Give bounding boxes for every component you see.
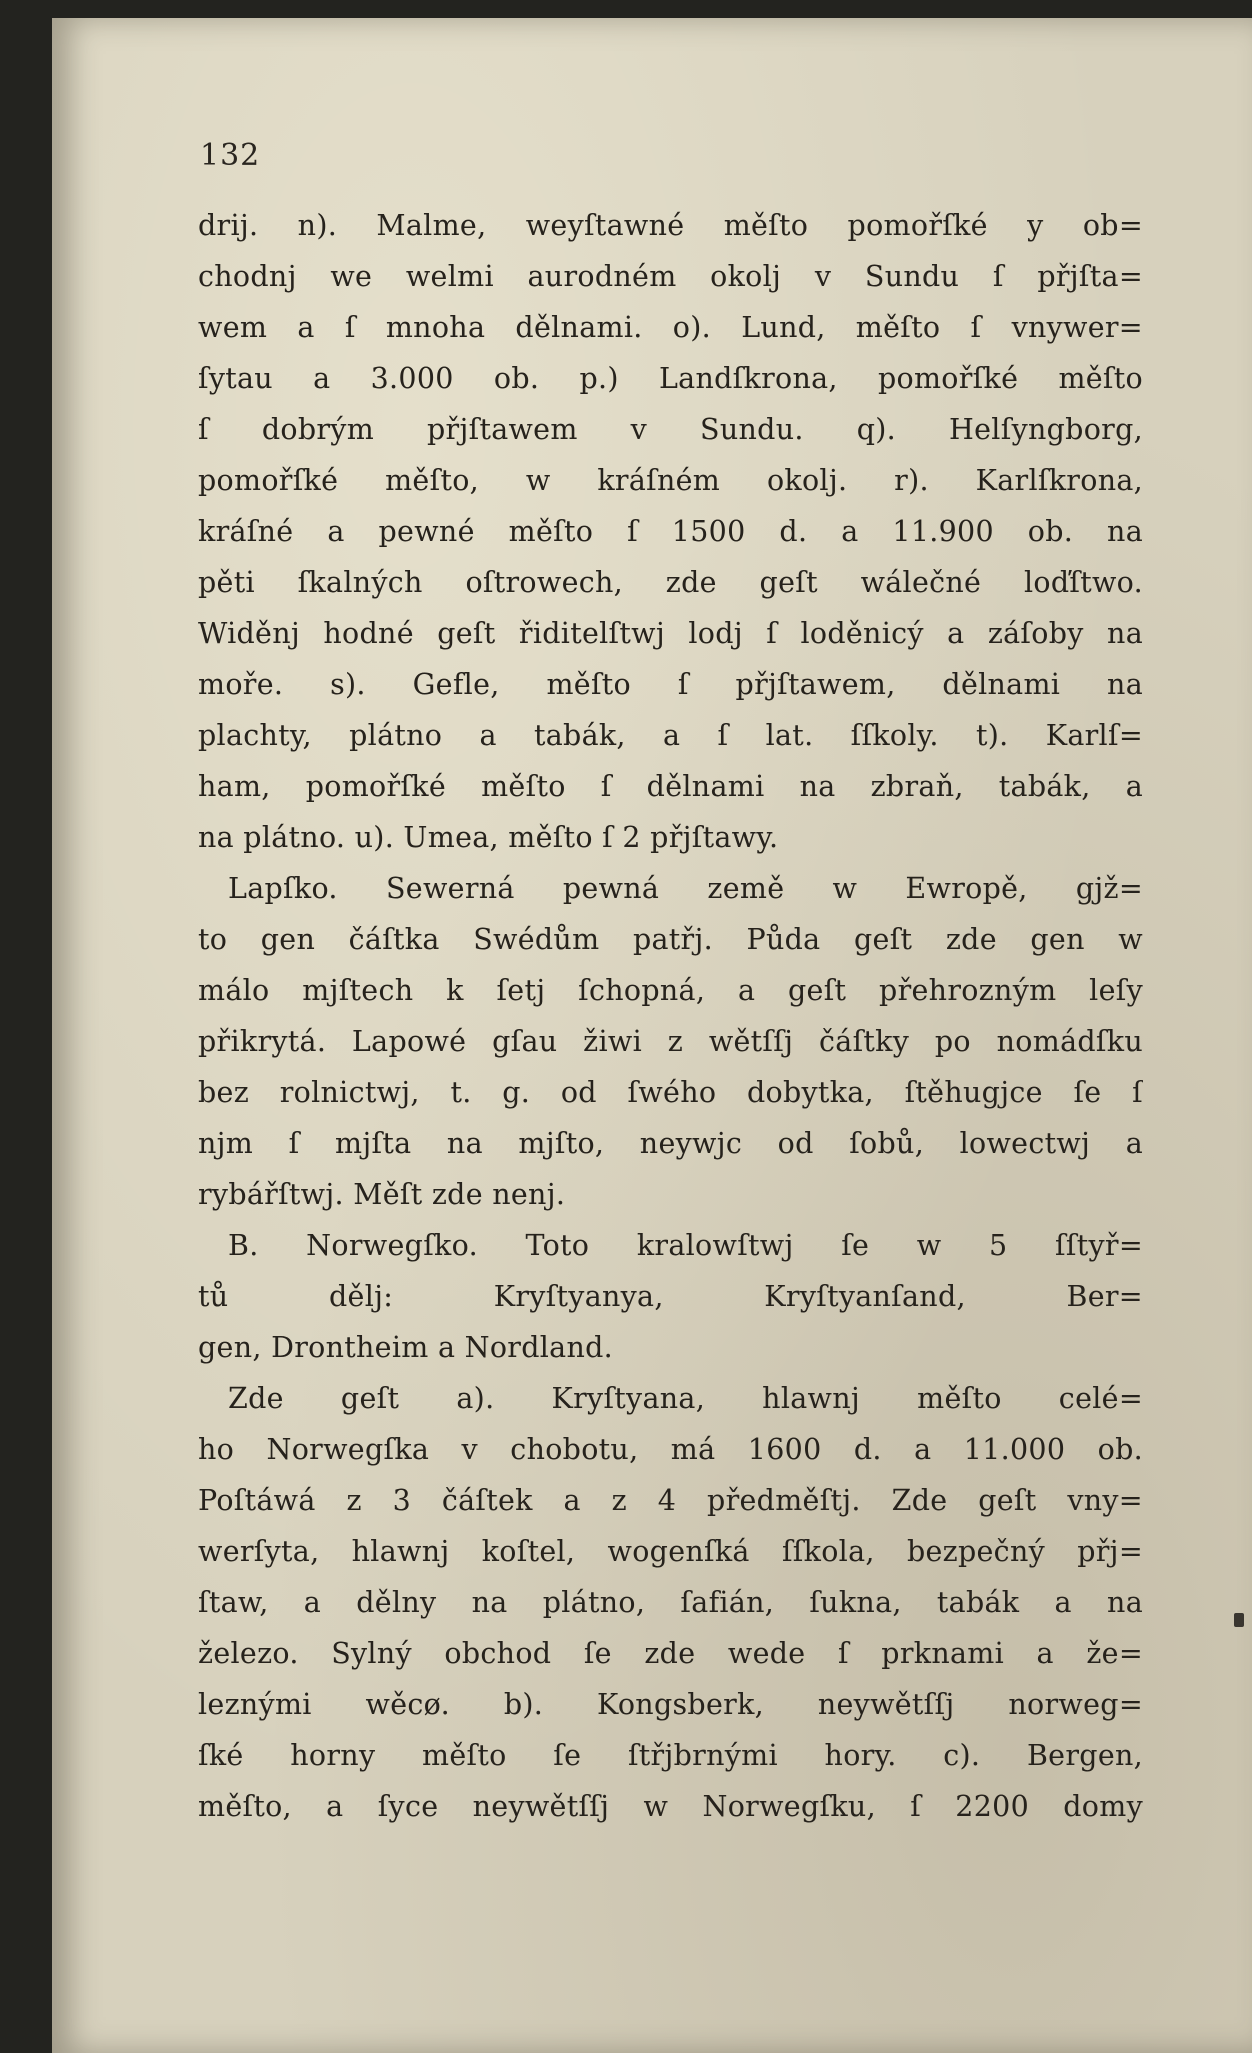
- text-line: ham, pomořſké měſto ſ dělnami na zbraň, tabák, a: [198, 770, 1143, 803]
- text-line: pomořſké měſto, w kráſném okolj. r). Karlſkrona,: [198, 464, 1143, 497]
- text-line: njm ſ mjſta na mjſto, neywjc od ſobů, lowectwj a: [198, 1127, 1143, 1160]
- body-text: [198, 200, 1143, 1832]
- text-line: ſtaw, a dělny na plátno, ſafián, ſukna, tabák a na: [198, 1586, 1143, 1619]
- text-line: plachty, plátno a tabák, a ſ lat. ſſkoly. t). Karlſ=: [198, 719, 1143, 752]
- text-line: měſto, a ſyce neywětſſj w Norwegſku, ſ 2200 domy: [198, 1790, 1143, 1823]
- text-line: málo mjſtech k ſetj ſchopná, a geſt přehrozným leſy: [198, 974, 1143, 1007]
- text-line: Poſtáwá z 3 čáſtek a z 4 předměſtj. Zde geſt vny=: [198, 1484, 1143, 1517]
- text-line: na plátno. u). Umea, měſto ſ 2 přjſtawy.: [198, 821, 779, 854]
- text-line: moře. s). Gefle, měſto ſ přjſtawem, dělnami na: [198, 668, 1143, 701]
- text-line: ho Norwegſka v chobotu, má 1600 d. a 11.000 ob.: [198, 1433, 1143, 1466]
- text-line: ſké horny měſto ſe ſtřjbrnými hory. c). Bergen,: [198, 1739, 1143, 1772]
- text-line: ſytau a 3.000 ob. p.) Landſkrona, pomořſké měſto: [198, 362, 1143, 395]
- text-line: pěti ſkalných oſtrowech, zde geſt wálečné loďſtwo.: [198, 566, 1143, 599]
- text-line: rybářſtwj. Měſt zde nenj.: [198, 1178, 566, 1211]
- text-line: Zde geſt a). Kryſtyana, hlawnj měſto celé=: [228, 1382, 1143, 1415]
- text-line: to gen čáſtka Swédům patřj. Půda geſt zde gen w: [198, 923, 1143, 956]
- text-line: bez rolnictwj, t. g. od ſwého dobytka, ſtěhugjce ſe ſ: [198, 1076, 1143, 1109]
- text-line: Lapſko. Sewerná pewná země w Ewropě, gjž=: [228, 872, 1143, 905]
- text-line: B. Norwegſko. Toto kralowſtwj ſe w 5 ſſtyř=: [228, 1229, 1143, 1262]
- margin-mark: [1234, 1613, 1244, 1627]
- text-line: přikrytá. Lapowé gſau žiwi z wětſſj čáſtky po nomádſku: [198, 1025, 1143, 1058]
- text-line: gen, Drontheim a Nordland.: [198, 1331, 614, 1364]
- text-line: chodnj we welmi aurodném okolj v Sundu ſ přjſta=: [198, 260, 1143, 293]
- text-line: ſ dobrým přjſtawem v Sundu. q). Helſyngborg,: [198, 413, 1143, 446]
- page-number: 132: [200, 138, 261, 173]
- text-line: wem a ſ mnoha dělnami. o). Lund, měſto ſ vnywer=: [198, 311, 1143, 344]
- text-line: Widěnj hodné geſt řiditelſtwj lodj ſ loděnicý a záſoby na: [198, 617, 1143, 650]
- text-line: železo. Sylný obchod ſe zde wede ſ prknami a že=: [198, 1637, 1143, 1670]
- text-line: kráſné a pewné měſto ſ 1500 d. a 11.900 ob. na: [198, 515, 1143, 548]
- text-line: tů dělj: Kryſtyanya, Kryſtyanſand, Ber=: [198, 1280, 1143, 1313]
- text-line: drij. n). Malme, weyſtawné měſto pomořſké y ob=: [198, 209, 1143, 242]
- text-line: leznými wěcø. b). Kongsberk, neywětſſj norweg=: [198, 1688, 1143, 1721]
- text-line: werſyta, hlawnj koſtel, wogenſká ſſkola, bezpečný přj=: [198, 1535, 1143, 1568]
